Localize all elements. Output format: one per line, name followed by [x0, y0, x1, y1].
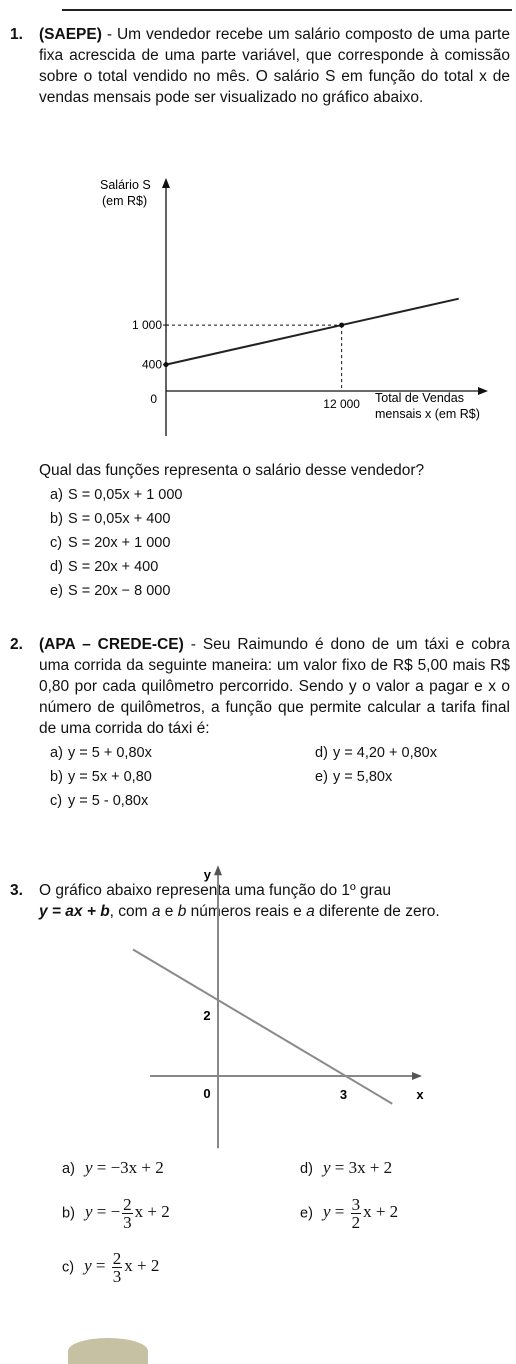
option-d[interactable]: d) y = 4,20 + 0,80x: [315, 745, 437, 761]
x-tick-label: 12 000: [323, 397, 360, 411]
question-number: 2.: [10, 636, 23, 653]
question-1-statement: [10, 24, 510, 108]
question-text: - Seu Raimundo é dono de um táxi e cobra uma corrida da seguinte maneira: um valor fixo de R$ 5,00 mais R$ 0,80 por cada quilômetro percorrido. Sendo y o valor a pagar e x o número de quilômetros, a função que permite calcular a tarifa final de uma corrida do táxi é:: [39, 636, 510, 737]
question-1: [10, 24, 510, 108]
question-2-statement: [10, 634, 510, 739]
fraction: $\frac{2}{3}$: [112, 1249, 122, 1286]
function-formula: y = ax + b: [39, 903, 110, 920]
y-axis-label-line1: Salário S: [100, 178, 151, 192]
y-tick-label: 1 000: [131, 318, 162, 333]
salary-line: [166, 299, 459, 365]
x-axis-arrow: [478, 387, 488, 395]
question-number: 3.: [10, 882, 23, 899]
option-b[interactable]: b) y = 5x + 0,80: [50, 769, 152, 785]
y-axis-label: y: [203, 867, 211, 883]
option-c[interactable]: c) y = $\frac{2}{3}$ x + 2: [62, 1249, 160, 1286]
question-3-statement: 3. O gráfico abaixo representa uma função do 1º grau y = ax + b, com a e b números reais e a diferente de zero.: [10, 882, 440, 920]
option-a[interactable]: a) S = 0,05x + 1 000: [50, 487, 183, 503]
point-12000: [339, 323, 344, 328]
option-a[interactable]: a) y = 5 + 0,80x: [50, 745, 152, 761]
option-d[interactable]: d) S = 20x + 400: [50, 559, 159, 575]
question-1-options: [10, 460, 510, 603]
question-3: [10, 880, 510, 922]
option-e[interactable]: e) y = 5,80x: [315, 769, 393, 785]
y-axis-arrow: [162, 178, 170, 188]
question-1-prompt: Qual das funções representa o salário desse vendedor?: [39, 462, 425, 479]
option-d[interactable]: d) y = 3x + 2: [300, 1158, 393, 1177]
y-tick-label: 2: [203, 1008, 211, 1023]
question-source: (SAEPE): [39, 26, 102, 43]
fraction: $\frac{3}{2}$: [351, 1195, 361, 1232]
question-2: [10, 634, 510, 819]
option-e[interactable]: e) y = $\frac{3}{2}$ x + 2: [300, 1195, 399, 1232]
y-tick-label: 400: [141, 357, 162, 372]
option-e[interactable]: e) S = 20x − 8 000: [50, 583, 171, 599]
option-c[interactable]: c) S = 20x + 1 000: [50, 535, 171, 551]
x-tick-label: 3: [339, 1087, 348, 1102]
origin-label: 0: [150, 392, 157, 406]
chart-salary-svg: [90, 168, 510, 443]
y-axis-arrow: [214, 865, 222, 875]
option-b[interactable]: b) S = 0,05x + 400: [50, 511, 171, 527]
x-axis-label-line2: mensais x (em R$): [375, 407, 480, 421]
fraction: $\frac{2}{3}$: [123, 1195, 132, 1232]
x-axis-arrow: [412, 1072, 422, 1080]
seal-logo: [68, 1338, 148, 1364]
option-c[interactable]: c) y = 5 - 0,80x: [50, 793, 149, 809]
x-axis-label: x: [416, 1087, 424, 1102]
chart-salary: [90, 168, 510, 448]
question-source: (APA – CREDE-CE): [39, 636, 184, 653]
question-text: - Um vendedor recebe um salário composto de uma parte fixa acrescida de uma parte variável, que corresponde à comissão sobre o total vendido no mês. O salário S em função do total x de vendas mensais pode ser visualizado no gráfico abaixo.: [39, 26, 510, 106]
y-axis-label-line2: (em R$): [102, 194, 148, 208]
point-start: [164, 362, 169, 367]
option-a[interactable]: a) y = −3x + 2: [62, 1158, 164, 1177]
x-axis-label-line1: Total de Vendas: [375, 391, 464, 405]
question-number: 1.: [10, 26, 23, 43]
top-rule: [62, 9, 512, 11]
function-line: [133, 949, 392, 1103]
option-b[interactable]: b) y = − $\frac{2}{3}$ x + 2: [62, 1195, 170, 1232]
origin-label: 0: [203, 1086, 211, 1101]
